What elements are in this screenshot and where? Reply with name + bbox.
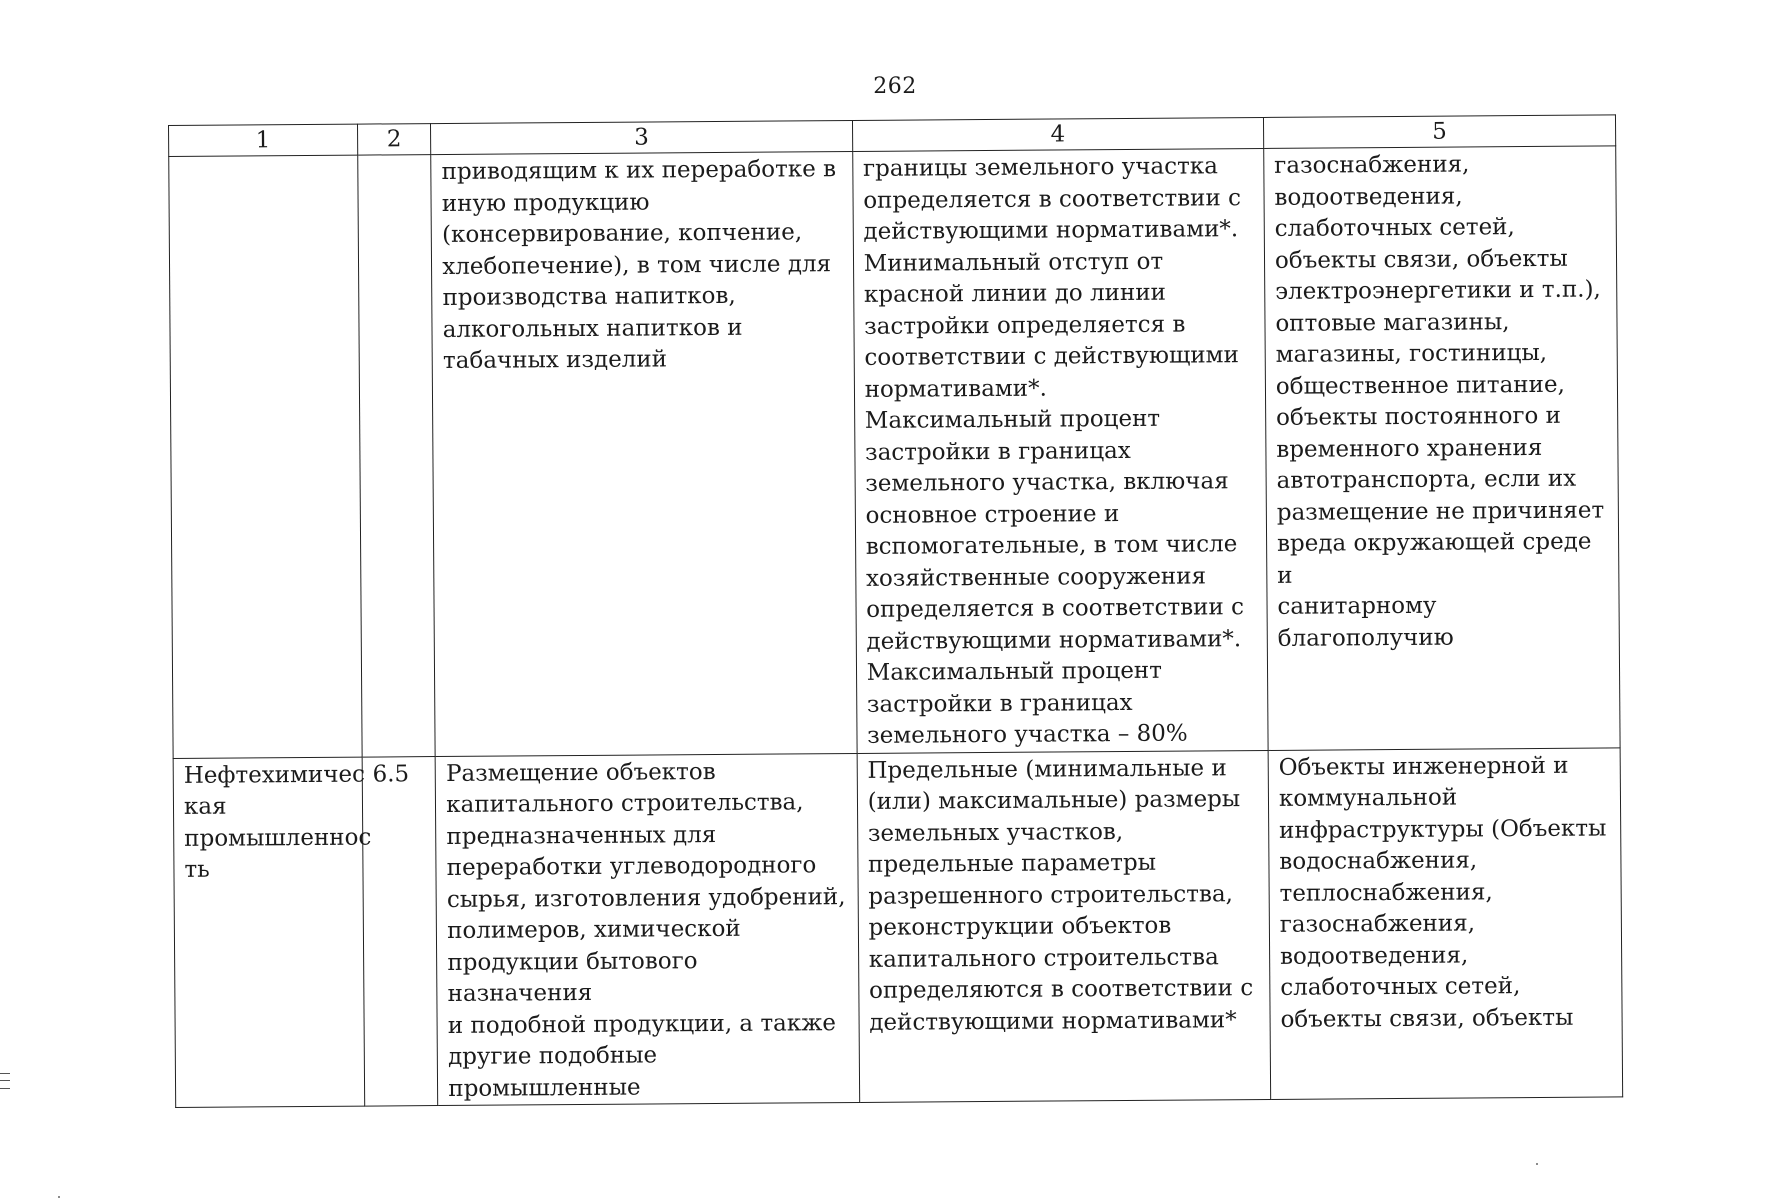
parameters-text: границы земельного участка определяется в соответствии с действующими нормативами*. Минимальный отступ от красной линии до линии застройки определяется в соответствии с действующими нормативами*. Максимальный процент застройки в границах земельного участка, включая основное строение и вспомогательные, в том числе хозяйственные сооружения определяется в соответствии с действующими нормативами*. Максимальный процент застройки в границах земельного участка – 80%: [862, 153, 1245, 749]
use-description-text: приводящим к их переработке в иную продукцию (консервирование, копчение, хлебопечение), в том числе для производства напитков, алкогольных напитков и табачных изделий: [441, 156, 837, 374]
use-code-cell: [358, 155, 436, 757]
parameters-cell: [857, 750, 1271, 1103]
column-header-1: 1: [169, 124, 358, 156]
use-name-text: [179, 158, 347, 159]
auxiliary-uses-cell: [1268, 747, 1623, 1099]
use-description-cell: [431, 151, 857, 756]
scan-speck: [1536, 1163, 1538, 1165]
column-header-5: 5: [1263, 115, 1615, 149]
land-use-table: [168, 114, 1623, 1108]
page-number: 262: [873, 74, 917, 99]
parameters-cell: [852, 148, 1268, 752]
auxiliary-uses-cell: [1264, 146, 1620, 750]
use-description-text: Размещение объектов капитального строительства, предназначенных для переработки углеводородного сырья, изготовления удобрений, полимеров, химической продукции бытового назначения и подобной продукции, а также другие подобные промышленные: [445, 758, 846, 1102]
use-name-text: Нефтехимичес кая промышленнос ть: [183, 761, 372, 883]
use-code-text: 6.5: [372, 760, 410, 788]
table-row: [173, 747, 1623, 1107]
use-name-cell: [173, 757, 372, 1108]
use-description-cell: [435, 753, 859, 1106]
parameters-text: Предельные (минимальные и (или) максимальные) размеры земельных участков, предельные параметры разрешенного строительства, реконструкции объектов капитального строительства определяются в соответствии с действующими нормативами*: [867, 754, 1254, 1036]
column-header-3: 3: [431, 120, 853, 154]
auxiliary-uses-text: Объекты инженерной и коммунальной инфраструктуры (Объекты водоснабжения, теплоснабжения, газоснабжения, водоотведения, слаботочных сетей, объекты связи, объекты: [1278, 752, 1607, 1033]
auxiliary-uses-text: газоснабжения, водоотведения, слаботочных сетей, объекты связи, объекты электроэнергетики и т.п.), оптовые магазины, магазины, гостиницы, общественное питание, объекты постоянного и временного хранения автотранспорта, если их размещение не причиняет вреда окружающей среде и санитарному благополучию: [1274, 151, 1605, 652]
table-row: [169, 146, 1620, 758]
column-header-2: 2: [357, 124, 431, 156]
use-name-cell: [169, 155, 362, 758]
column-header-4: 4: [852, 117, 1263, 151]
scan-speck: [58, 1196, 60, 1198]
margin-binding-mark: [0, 1073, 10, 1089]
use-code-cell: [362, 756, 438, 1106]
